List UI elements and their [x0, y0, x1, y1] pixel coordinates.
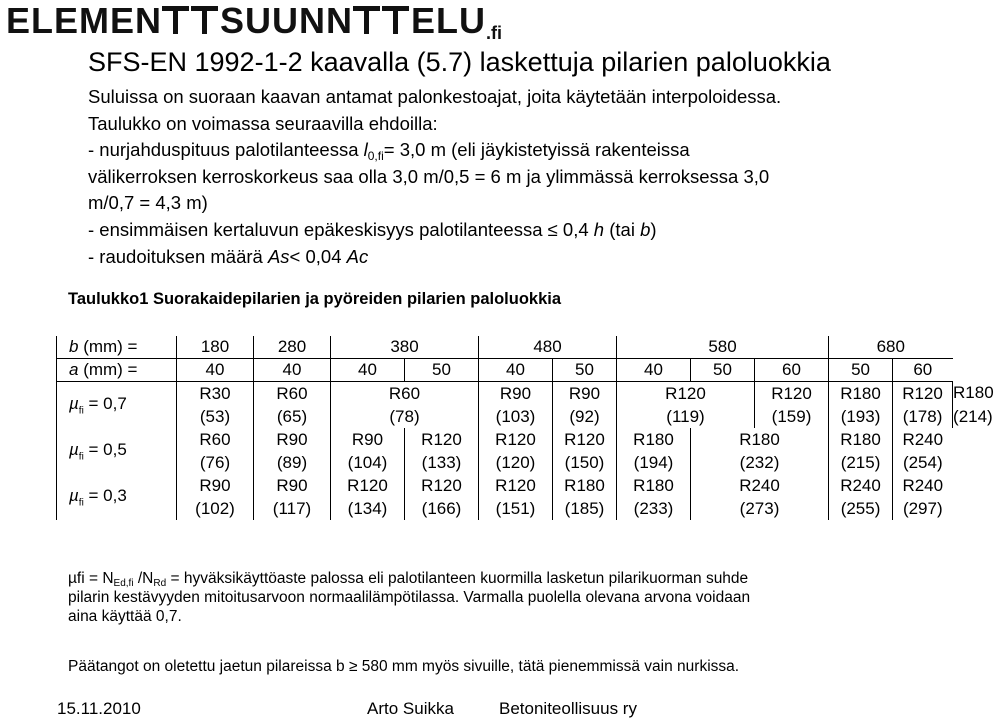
notes-line-3: aina käyttää 0,7. — [68, 608, 182, 625]
fire-time: (166) — [405, 497, 479, 520]
b-label: b (mm) = — [57, 336, 177, 359]
fire-class: R180 — [553, 474, 617, 497]
intro-line-6-c: (tai — [604, 218, 641, 240]
fire-class: R240 — [829, 474, 893, 497]
fire-time: (185) — [553, 497, 617, 520]
intro-line-5: m/0,7 = 4,3 m) — [88, 192, 208, 214]
a-row — [57, 359, 953, 382]
fire-class: R180 — [829, 428, 893, 451]
footer-date: 15.11.2010 — [57, 699, 141, 718]
fire-time: (117) — [254, 497, 331, 520]
mu-row-05-classes — [57, 428, 953, 451]
reinforcement-note — [68, 657, 739, 676]
intro-line-6-a: - ensimmäisen kertaluvun epäkeskisyys palotilanteessa — [88, 218, 548, 240]
fire-class: R180 — [617, 474, 691, 497]
mu-definition-b: /N — [133, 570, 154, 587]
fire-class-table — [56, 336, 994, 520]
fire-time: (89) — [254, 451, 331, 474]
fire-class: R90 — [331, 428, 405, 451]
fire-time: (232) — [691, 451, 829, 474]
b-value: 580 — [617, 336, 829, 359]
mu-row-05-times — [57, 451, 953, 474]
fire-class: R120 — [893, 382, 953, 406]
fire-time: (150) — [553, 451, 617, 474]
fire-class: R120 — [617, 382, 755, 406]
mu-row-07-classes: µ$_{fi}$ = 0,7 R30 R60 R60 R90 R90 R120 R120 R180 R120 R180 — [57, 382, 953, 406]
reinforcement-note-b: 580 mm myös sivuille, tätä pienemmissä vain nurkissa. — [357, 658, 740, 675]
fire-class: R60 — [177, 428, 254, 451]
fire-class: R120 — [405, 474, 479, 497]
fire-time: (65) — [254, 405, 331, 428]
logo-tt-glyph-2 — [353, 5, 411, 35]
a-value: 60 — [893, 359, 953, 382]
a-value: 40 — [331, 359, 405, 382]
fire-class: R120 — [553, 428, 617, 451]
b-row — [57, 336, 953, 359]
mu-row-03-times — [57, 497, 953, 520]
intro-l-symbol: l — [363, 139, 368, 161]
fire-class: R90 — [254, 474, 331, 497]
intro-text — [88, 84, 948, 270]
fire-class: R90 — [479, 382, 553, 406]
a-value: 50 — [553, 359, 617, 382]
fire-time: (119) — [617, 405, 755, 428]
a-value: 50 — [405, 359, 479, 382]
intro-line-4: välikerroksen kerroskorkeus saa olla 3,0 m/0,5 = 6 m ja ylimmässä kerroksessa 3,0 — [88, 165, 770, 187]
notes-line-1 — [68, 569, 928, 588]
a-value: 40 — [177, 359, 254, 382]
fire-class: R90 — [553, 382, 617, 406]
b-value: 180 — [177, 336, 254, 359]
a-value: 40 — [617, 359, 691, 382]
fire-time: (178) — [893, 405, 953, 428]
a-value: 40 — [479, 359, 553, 382]
fire-class: R240 — [691, 474, 829, 497]
fire-class: R120 — [405, 428, 479, 451]
fire-time: (159) — [755, 405, 829, 428]
b-value: 280 — [254, 336, 331, 359]
fire-time: (53) — [177, 405, 254, 428]
logo-text-3: ELU — [411, 0, 487, 41]
fire-class: R180 — [691, 428, 829, 451]
a-value: 60 — [755, 359, 829, 382]
fire-time: (120) — [479, 451, 553, 474]
mu-row-07-times: (53) (65) (78) (103) (92) (119) (159) (193) (178) (214) — [57, 405, 953, 428]
fire-time: (151) — [479, 497, 553, 520]
a-value: 40 — [254, 359, 331, 382]
ge-symbol: ≥ — [348, 658, 358, 675]
fire-time: (134) — [331, 497, 405, 520]
a-value: 50 — [691, 359, 755, 382]
intro-line-2: Taulukko on voimassa seuraavilla ehdoilla: — [88, 112, 438, 134]
mu-definition-sub2: Rd — [153, 578, 167, 589]
fire-time: (194) — [617, 451, 691, 474]
footer-author: Arto Suikka — [367, 699, 454, 718]
fire-time: (255) — [829, 497, 893, 520]
fire-time: (104) — [331, 451, 405, 474]
logo-text-2: SUUNN — [220, 0, 354, 41]
mu-definition-sub1: Ed,fi — [113, 578, 134, 589]
logo-text-1: ELEMEN — [6, 0, 163, 41]
fire-time: (233) — [617, 497, 691, 520]
intro-line-7 — [88, 244, 948, 271]
fire-class: R240 — [893, 474, 953, 497]
mu-definition-c: = hyväksikäyttöaste palossa eli palotilanteen kuormilla lasketun pilarikuorman suhde — [166, 570, 749, 587]
mu-label-03: µ$_{fi}$ = 0,3 — [57, 474, 177, 520]
fire-time: (78) — [331, 405, 479, 428]
fire-time: (103) — [479, 405, 553, 428]
intro-line-6-d: ) — [650, 218, 657, 240]
intro-b-symbol: b — [640, 218, 651, 240]
intro-line-3 — [88, 137, 948, 164]
intro-line-3-a: - nurjahduspituus palotilanteessa — [88, 139, 364, 161]
intro-line-6-b: 0,4 — [557, 218, 594, 240]
fire-class: R180 — [617, 428, 691, 451]
fire-class: R120 — [331, 474, 405, 497]
fire-time: (92) — [553, 405, 617, 428]
fire-class: R60 — [331, 382, 479, 406]
fire-class: R180 — [829, 382, 893, 406]
table-notes — [68, 569, 928, 626]
intro-h-symbol: h — [593, 218, 605, 240]
intro-line-6 — [88, 217, 948, 244]
logo-tt-glyph — [162, 5, 220, 35]
fire-time: (254) — [893, 451, 953, 474]
logo-suffix: .fi — [486, 23, 503, 43]
a-label: a (mm) = — [57, 359, 177, 382]
fire-class: R90 — [177, 474, 254, 497]
fire-class: R60 — [254, 382, 331, 406]
mu-row-03-classes — [57, 474, 953, 497]
fire-time: (297) — [893, 497, 953, 520]
footer-organization: Betoniteollisuus ry — [499, 699, 637, 718]
a-value: 50 — [829, 359, 893, 382]
fire-time: (193) — [829, 405, 893, 428]
fire-time: (102) — [177, 497, 254, 520]
page-title: SFS-EN 1992-1-2 kaavalla (5.7) laskettuja pilarien paloluokkia — [88, 47, 831, 77]
reinforcement-note-a: Päätangot on oletettu jaetun pilareissa b — [68, 658, 349, 675]
intro-line-7-a: - raudoituksen määrä — [88, 245, 268, 267]
fire-time: (133) — [405, 451, 479, 474]
intro-le-symbol: ≤ — [547, 218, 558, 240]
mu-label-05: µ$_{fi}$ = 0,5 — [57, 428, 177, 474]
table-title: Taulukko1 Suorakaidepilarien ja pyöreiden pilarien paloluokkia — [68, 290, 562, 308]
fire-class: R120 — [479, 428, 553, 451]
fire-class: R30 — [177, 382, 254, 406]
b-value: 680 — [829, 336, 953, 359]
fire-class: R90 — [254, 428, 331, 451]
fire-class: R120 — [755, 382, 829, 406]
b-value: 480 — [479, 336, 617, 359]
intro-ac-symbol: Ac — [346, 245, 369, 267]
intro-line-7-b: < 0,04 — [289, 245, 347, 267]
intro-line-1: Suluissa on suoraan kaavan antamat palonkestoajat, joita käytetään interpoloidessa. — [88, 86, 782, 107]
intro-as-symbol: As — [267, 245, 290, 267]
b-value: 380 — [331, 336, 479, 359]
fire-time: (215) — [829, 451, 893, 474]
notes-line-2: pilarin kestävyyden mitoitusarvoon normaalilämpötilassa. Varmalla puolella olevana arvona voidaan — [68, 589, 751, 606]
mu-label-07: µ$_{fi}$ = 0,7 — [57, 382, 177, 429]
fire-class: R120 — [479, 474, 553, 497]
logo — [6, 0, 503, 43]
intro-line-3-b: = 3,0 m (eli jäykistetyissä rakenteissa — [383, 139, 690, 161]
fire-class: R240 — [893, 428, 953, 451]
fire-time: (273) — [691, 497, 829, 520]
mu-definition-a: µfi = N — [68, 570, 114, 587]
fire-time: (76) — [177, 451, 254, 474]
intro-l-subscript: 0,fi — [367, 149, 384, 164]
